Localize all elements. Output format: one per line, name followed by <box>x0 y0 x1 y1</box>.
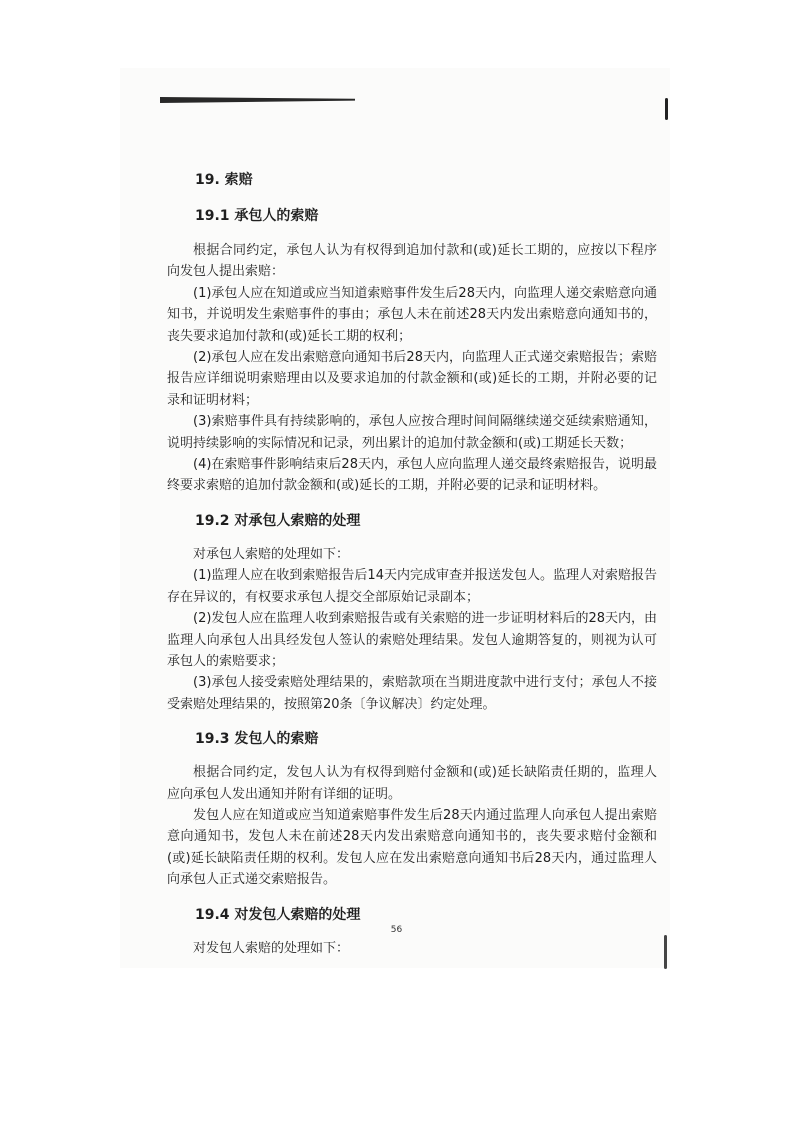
paragraph: 根据合同约定，发包人认为有权得到赔付金额和(或)延长缺陷责任期的，监理人应向承包人发出通知并附有详细的证明。 <box>167 765 657 802</box>
document-body <box>167 170 657 959</box>
paragraph: 对发包人索赔的处理如下： <box>193 940 350 956</box>
subsection-heading-19-2: 19.2 对承包人索赔的处理 <box>195 512 361 529</box>
paragraph: (2)发包人应在监理人收到索赔报告或有关索赔的进一步证明材料后的28天内，由监理人向承包人出具经发包人签认的索赔处理结果。发包人逾期答复的，则视为认可承包人的索赔要求； <box>167 611 657 669</box>
paragraph: (3)承包人接受索赔处理结果的，索赔款项在当期进度款中进行支付；承包人不接受索赔处理结果的，按照第20条〔争议解决〕约定处理。 <box>167 675 657 712</box>
paragraph: (3)索赔事件具有持续影响的，承包人应按合理时间间隔继续递交延续索赔通知，说明持续影响的实际情况和记录，列出累计的追加付款金额和(或)工期延长天数； <box>167 414 657 451</box>
paragraph: 根据合同约定，承包人认为有权得到追加付款和(或)延长工期的，应按以下程序向发包人提出索赔： <box>167 243 657 280</box>
scan-edge-bottom <box>664 935 667 969</box>
paragraph: (1)承包人应在知道或应当知道索赔事件发生后28天内，向监理人递交索赔意向通知书，并说明发生索赔事件的事由；承包人未在前述28天内发出索赔意向通知书的，丧失要求追加付款和(或)延长工期的权利； <box>167 285 657 344</box>
paragraph: (1)监理人应在收到索赔报告后14天内完成审查并报送发包人。监理人对索赔报告存在异议的，有权要求承包人提交全部原始记录副本； <box>167 568 657 605</box>
subsection-heading-19-4: 19.4 对发包人索赔的处理 <box>195 906 361 923</box>
paragraph: 发包人应在知道或应当知道索赔事件发生后28天内通过监理人向承包人提出索赔意向通知书，发包人未在前述28天内发出索赔意向通知书的，丧失要求赔付金额和(或)延长缺陷责任期的权利。发包人应在发出索赔意向通知书后28天内，通过监理人向承包人正式递交索赔报告。 <box>167 807 657 888</box>
section-heading: 19. 索赔 <box>195 172 253 188</box>
scan-edge-top <box>665 98 668 120</box>
subsection-heading-19-1: 19.1 承包人的索赔 <box>195 208 319 224</box>
paragraph: (4)在索赔事件影响结束后28天内，承包人应向监理人递交最终索赔报告，说明最终要求索赔的追加付款金额和(或)延长的工期，并附必要的记录和证明材料。 <box>167 457 657 494</box>
subsection-heading-19-3: 19.3 发包人的索赔 <box>195 731 319 748</box>
paragraph: (2)承包人应在发出索赔意向通知书后28天内，向监理人正式递交索赔报告；索赔报告应详细说明索赔理由以及要求追加的付款金额和(或)延长的工期，并附必要的记录和证明材料； <box>167 350 657 408</box>
page-number: 56 <box>390 925 403 935</box>
paragraph: 对承包人索赔的处理如下： <box>193 546 350 562</box>
